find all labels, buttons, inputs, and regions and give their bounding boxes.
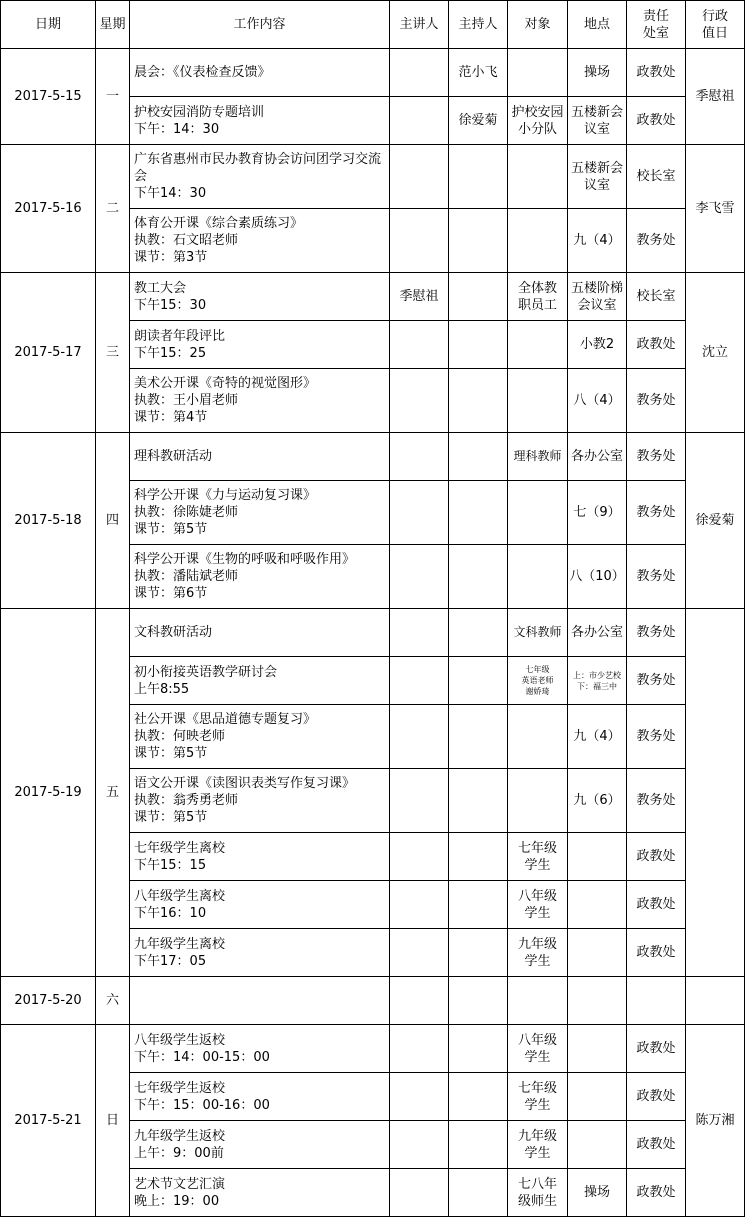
dept-cell: 教务处 — [627, 209, 686, 273]
speaker-cell — [390, 545, 449, 609]
header-duty: 行政 值日 — [686, 1, 745, 49]
location-cell — [568, 97, 627, 145]
audience-cell — [508, 97, 568, 145]
speaker-cell — [390, 1169, 449, 1217]
audience-cell-line: 护校安园 — [511, 104, 564, 120]
content-cell — [130, 769, 390, 833]
location-cell-line: 会议室 — [577, 297, 617, 313]
speaker-cell — [390, 321, 449, 369]
content-cell-line: 下午15：15 — [134, 857, 207, 873]
dept-cell: 政教处 — [627, 833, 686, 881]
audience-cell — [508, 1169, 568, 1217]
duty-cell: 李飞雪 — [686, 145, 745, 273]
speaker-cell — [390, 833, 449, 881]
header-content: 工作内容 — [130, 1, 390, 49]
dept-cell: 教务处 — [627, 545, 686, 609]
location-cell-line: 八（10） — [569, 569, 625, 584]
speaker-cell — [390, 1025, 449, 1073]
header-weekday: 星期 — [96, 1, 130, 49]
weekday-cell: 三 — [96, 273, 130, 433]
speaker-cell — [390, 929, 449, 977]
content-cell-line: 课节：第6节 — [134, 586, 208, 601]
location-cell — [568, 609, 627, 657]
content-cell-line: 文科教研活动 — [134, 625, 213, 640]
audience-cell-line: 八年级 — [517, 888, 557, 904]
host-cell — [449, 481, 508, 545]
audience-cell-line: 谢娇琦 — [525, 687, 550, 696]
speaker-cell: 季慰祖 — [390, 273, 449, 321]
speaker-cell — [390, 49, 449, 97]
content-cell-line: 八年级学生离校 — [134, 888, 226, 904]
audience-cell — [508, 609, 568, 657]
weekday-cell: 六 — [96, 977, 130, 1025]
header-audience: 对象 — [508, 1, 568, 49]
speaker-cell — [390, 1121, 449, 1169]
content-cell — [130, 545, 390, 609]
content-cell-line: 广东省惠州市民办教育协会访问团学习交流会 — [134, 152, 382, 184]
location-cell — [568, 481, 627, 545]
content-cell-line: 课节：第3节 — [134, 250, 208, 265]
content-cell-line: 科学公开课《生物的呼吸和呼吸作用》 — [134, 552, 356, 567]
location-cell-line: 操场 — [583, 65, 610, 80]
weekday-cell: 日 — [96, 1025, 130, 1217]
dept-cell: 教务处 — [627, 481, 686, 545]
content-cell-line: 下午17：05 — [134, 953, 207, 969]
audience-cell — [508, 321, 568, 369]
audience-cell — [508, 705, 568, 769]
host-cell — [449, 1073, 508, 1121]
location-cell — [568, 769, 627, 833]
dept-cell: 教务处 — [627, 705, 686, 769]
location-cell — [568, 657, 627, 705]
duty-cell — [686, 977, 745, 1025]
content-cell — [130, 977, 390, 1025]
speaker-cell — [390, 977, 449, 1025]
host-cell — [449, 1121, 508, 1169]
audience-cell — [508, 481, 568, 545]
audience-cell-line: 职员工 — [517, 297, 557, 313]
audience-cell — [508, 49, 568, 97]
host-cell — [449, 433, 508, 481]
content-cell — [130, 705, 390, 769]
location-cell — [568, 881, 627, 929]
content-cell — [130, 481, 390, 545]
content-cell-line: 下午：15：00-16：00 — [134, 1097, 270, 1113]
location-cell — [568, 273, 627, 321]
audience-cell — [508, 657, 568, 705]
content-cell-line: 下午16：10 — [134, 905, 207, 921]
content-cell — [130, 273, 390, 321]
weekday-cell: 一 — [96, 49, 130, 145]
audience-cell — [508, 273, 568, 321]
content-cell — [130, 929, 390, 977]
location-cell — [568, 433, 627, 481]
location-cell-line: 各办公室 — [570, 625, 623, 640]
location-cell-line: 五楼新会 — [570, 160, 623, 176]
table-row — [1, 433, 745, 481]
table-row — [1, 145, 745, 209]
host-cell — [449, 977, 508, 1025]
duty-cell: 陈万湘 — [686, 1025, 745, 1217]
header-speaker: 主讲人 — [390, 1, 449, 49]
content-cell — [130, 321, 390, 369]
host-cell — [449, 929, 508, 977]
content-cell — [130, 657, 390, 705]
dept-cell: 教务处 — [627, 657, 686, 705]
content-cell-line: 晨会：《仪表检查反馈》 — [134, 65, 271, 80]
header-location: 地点 — [568, 1, 627, 49]
content-cell-line: 下午：14：30 — [134, 121, 220, 137]
dept-cell: 政教处 — [627, 1025, 686, 1073]
host-cell — [449, 769, 508, 833]
audience-cell — [508, 545, 568, 609]
dept-cell: 政教处 — [627, 1121, 686, 1169]
date-cell: 2017-5-17 — [1, 273, 96, 433]
audience-cell-line: 学生 — [524, 857, 551, 873]
date-cell: 2017-5-16 — [1, 145, 96, 273]
location-cell — [568, 1025, 627, 1073]
speaker-cell — [390, 481, 449, 545]
duty-cell: 沈立 — [686, 273, 745, 433]
audience-cell-line: 小分队 — [517, 121, 557, 137]
audience-cell-line: 七年级 — [525, 665, 550, 674]
table-row — [1, 1025, 745, 1073]
location-cell — [568, 545, 627, 609]
content-cell-line: 初小衔接英语教学研讨会 — [134, 664, 278, 680]
header-date: 日期 — [1, 1, 96, 49]
location-cell-line: 五楼阶梯 — [570, 280, 623, 296]
host-cell — [449, 209, 508, 273]
table-row — [1, 609, 745, 657]
host-cell — [449, 273, 508, 321]
audience-cell — [508, 369, 568, 433]
location-cell-line: 上：市少艺校 — [573, 670, 621, 680]
date-cell: 2017-5-20 — [1, 977, 96, 1025]
content-cell — [130, 609, 390, 657]
content-cell-line: 执教：潘陆斌老师 — [134, 569, 239, 584]
audience-cell — [508, 1073, 568, 1121]
location-cell-line: 九（6） — [573, 793, 621, 808]
header-dept: 责任 处室 — [627, 1, 686, 49]
date-cell: 2017-5-18 — [1, 433, 96, 609]
content-cell-line: 七年级学生离校 — [134, 840, 226, 856]
table-row — [1, 49, 745, 97]
location-cell — [568, 49, 627, 97]
audience-cell — [508, 145, 568, 209]
duty-cell: 徐爱菊 — [686, 433, 745, 609]
audience-cell — [508, 433, 568, 481]
schedule-body — [1, 49, 745, 1217]
dept-cell: 政教处 — [627, 1169, 686, 1217]
location-cell — [568, 1121, 627, 1169]
host-cell: 徐爱菊 — [449, 97, 508, 145]
host-cell — [449, 657, 508, 705]
location-cell-line: 七（9） — [573, 505, 621, 520]
audience-cell-line: 学生 — [524, 1145, 551, 1161]
content-cell-line: 晚上：19：00 — [134, 1193, 220, 1209]
audience-cell-line: 七年级 — [517, 1080, 557, 1096]
content-cell-line: 七年级学生返校 — [134, 1080, 226, 1096]
dept-cell: 政教处 — [627, 321, 686, 369]
content-cell — [130, 433, 390, 481]
audience-cell-line: 学生 — [524, 905, 551, 921]
location-cell-line: 五楼新会 — [570, 104, 623, 120]
location-cell-line: 议室 — [583, 177, 610, 193]
speaker-cell — [390, 1073, 449, 1121]
location-cell-line: 九（4） — [573, 729, 621, 744]
content-cell-line: 下午15：30 — [134, 297, 207, 313]
audience-cell-line: 级师生 — [517, 1193, 557, 1209]
speaker-cell — [390, 657, 449, 705]
duty-cell: 季慰祖 — [686, 49, 745, 145]
header-row — [1, 1, 745, 49]
audience-cell — [508, 209, 568, 273]
date-cell: 2017-5-15 — [1, 49, 96, 145]
location-cell — [568, 321, 627, 369]
speaker-cell — [390, 881, 449, 929]
weekday-cell: 五 — [96, 609, 130, 977]
location-cell — [568, 977, 627, 1025]
audience-cell-line: 学生 — [524, 1049, 551, 1065]
location-cell — [568, 145, 627, 209]
table-row — [1, 273, 745, 321]
content-cell — [130, 1169, 390, 1217]
content-cell-line: 执教：石文昭老师 — [134, 233, 239, 248]
host-cell — [449, 833, 508, 881]
content-cell — [130, 369, 390, 433]
content-cell-line: 科学公开课《力与运动复习课》 — [134, 488, 317, 503]
host-cell — [449, 705, 508, 769]
weekday-cell: 二 — [96, 145, 130, 273]
dept-cell: 校长室 — [627, 273, 686, 321]
host-cell — [449, 321, 508, 369]
host-cell — [449, 1169, 508, 1217]
content-cell-line: 课节：第4节 — [134, 410, 208, 425]
location-cell — [568, 209, 627, 273]
content-cell-line: 下午：14：00-15：00 — [134, 1049, 270, 1065]
dept-cell: 政教处 — [627, 929, 686, 977]
location-cell-line: 议室 — [583, 121, 610, 137]
host-cell — [449, 609, 508, 657]
speaker-cell — [390, 145, 449, 209]
dept-cell: 政教处 — [627, 1073, 686, 1121]
audience-cell — [508, 833, 568, 881]
location-cell — [568, 1169, 627, 1217]
location-cell-line: 操场 — [583, 1185, 610, 1200]
weekday-cell: 四 — [96, 433, 130, 609]
content-cell — [130, 209, 390, 273]
audience-cell — [508, 1025, 568, 1073]
content-cell-line: 语文公开课《读图识表类写作复习课》 — [134, 776, 356, 791]
dept-cell: 教务处 — [627, 769, 686, 833]
content-cell-line: 课节：第5节 — [134, 810, 208, 825]
content-cell-line: 上午：9：00前 — [134, 1145, 224, 1161]
content-cell — [130, 49, 390, 97]
host-cell — [449, 881, 508, 929]
dept-cell: 教务处 — [627, 609, 686, 657]
location-cell-line: 下：福三中 — [577, 681, 617, 691]
dept-cell: 教务处 — [627, 433, 686, 481]
host-cell — [449, 369, 508, 433]
content-cell — [130, 97, 390, 145]
content-cell — [130, 1073, 390, 1121]
content-cell-line: 执教：翁秀勇老师 — [134, 793, 239, 808]
audience-cell — [508, 1121, 568, 1169]
dept-cell: 政教处 — [627, 49, 686, 97]
location-cell — [568, 705, 627, 769]
content-cell-line: 课节：第5节 — [134, 746, 208, 761]
table-row — [1, 977, 745, 1025]
speaker-cell — [390, 705, 449, 769]
audience-cell — [508, 929, 568, 977]
audience-cell-line: 英语老师 — [521, 676, 554, 685]
audience-cell-line: 七八年 — [517, 1176, 557, 1192]
content-cell — [130, 1025, 390, 1073]
content-cell-line: 体育公开课《综合素质练习》 — [134, 216, 304, 231]
content-cell-line: 艺术节文艺汇演 — [134, 1176, 226, 1192]
content-cell — [130, 145, 390, 209]
dept-cell: 政教处 — [627, 881, 686, 929]
speaker-cell — [390, 769, 449, 833]
content-cell-line: 八年级学生返校 — [134, 1032, 226, 1048]
dept-cell — [627, 977, 686, 1025]
content-cell-line: 社公开课《思品道德专题复习》 — [134, 712, 317, 727]
speaker-cell — [390, 97, 449, 145]
location-cell-line: 九（4） — [573, 233, 621, 248]
location-cell-line: 小教2 — [579, 337, 615, 352]
content-cell-line: 下午15：25 — [134, 345, 207, 361]
content-cell-line: 执教：何映老师 — [134, 729, 226, 744]
dept-cell: 教务处 — [627, 369, 686, 433]
content-cell — [130, 833, 390, 881]
location-cell — [568, 369, 627, 433]
audience-cell — [508, 977, 568, 1025]
audience-cell-line: 全体教 — [517, 280, 557, 296]
speaker-cell — [390, 609, 449, 657]
audience-cell-line: 九年级 — [517, 1128, 557, 1144]
location-cell-line: 各办公室 — [570, 449, 623, 464]
header-host: 主持人 — [449, 1, 508, 49]
content-cell-line: 九年级学生返校 — [134, 1128, 226, 1144]
content-cell-line: 上午8:55 — [134, 681, 190, 697]
content-cell-line: 理科教研活动 — [134, 449, 213, 464]
content-cell — [130, 1121, 390, 1169]
audience-cell-line: 理科教师 — [513, 449, 562, 463]
dept-cell: 校长室 — [627, 145, 686, 209]
audience-cell-line: 学生 — [524, 1097, 551, 1113]
host-cell: 范小飞 — [449, 49, 508, 97]
content-cell-line: 九年级学生离校 — [134, 936, 226, 952]
date-cell: 2017-5-19 — [1, 609, 96, 977]
content-cell-line: 执教：徐陈婕老师 — [134, 505, 239, 520]
host-cell — [449, 1025, 508, 1073]
speaker-cell — [390, 433, 449, 481]
host-cell — [449, 145, 508, 209]
location-cell — [568, 929, 627, 977]
audience-cell — [508, 881, 568, 929]
location-cell — [568, 1073, 627, 1121]
duty-cell — [686, 609, 745, 977]
speaker-cell — [390, 209, 449, 273]
speaker-cell — [390, 369, 449, 433]
date-cell: 2017-5-21 — [1, 1025, 96, 1217]
content-cell-line: 护校安园消防专题培训 — [134, 104, 265, 120]
content-cell-line: 朗读者年段评比 — [134, 328, 226, 344]
content-cell-line: 执教：王小眉老师 — [134, 393, 239, 408]
audience-cell-line: 学生 — [524, 953, 551, 969]
content-cell-line: 美术公开课《奇特的视觉图形》 — [134, 376, 317, 391]
host-cell — [449, 545, 508, 609]
audience-cell-line: 文科教师 — [513, 625, 562, 639]
content-cell-line: 下午14：30 — [134, 186, 207, 201]
audience-cell-line: 九年级 — [517, 936, 557, 952]
audience-cell-line: 八年级 — [517, 1032, 557, 1048]
location-cell — [568, 833, 627, 881]
audience-cell-line: 七年级 — [517, 840, 557, 856]
location-cell-line: 八（4） — [573, 393, 621, 408]
content-cell — [130, 881, 390, 929]
content-cell-line: 课节：第5节 — [134, 522, 208, 537]
content-cell-line: 教工大会 — [134, 280, 187, 296]
dept-cell: 政教处 — [627, 97, 686, 145]
audience-cell — [508, 769, 568, 833]
